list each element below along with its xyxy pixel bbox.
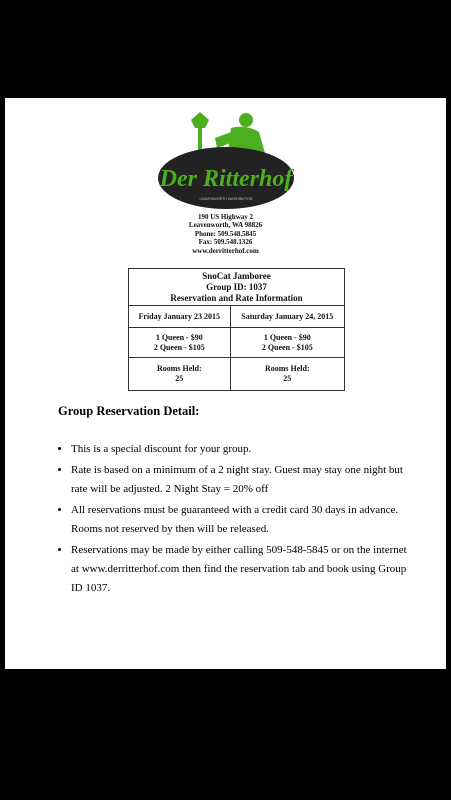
day-header-friday: Friday January 23 2015 [129,306,231,328]
rooms-held-label: Rooms Held: [264,364,310,373]
address-phone: Phone: 509.548.5845 [194,229,257,238]
rate-table-header [129,269,345,306]
rooms-held-count: 25 [175,374,184,383]
rate-table [128,268,345,391]
rates-saturday [230,328,344,358]
rate-2-queen: 2 Queen - $105 [261,342,313,352]
rooms-held-saturday [230,358,344,391]
rooms-held-label: Rooms Held: [156,364,202,373]
der-ritterhof-logo [5,98,446,213]
table-subtitle: Reservation and Rate Information [170,292,303,303]
address-street: 190 US Highway 2 [197,213,254,221]
event-title: SnoCat Jamboree [202,270,271,281]
day-header-saturday: Saturday January 24, 2015 [230,306,344,328]
group-id: Group ID: 1037 [206,281,267,292]
reservation-detail-list [55,440,411,600]
list-item: • All reservations must be guaranteed with a credit card 30 days in advance. Rooms not reserved by then will be released. [71,501,411,539]
rates-friday [129,328,231,358]
address-website: www.derritterhof.com [192,246,259,255]
section-heading: Group Reservation Detail: [58,404,200,418]
address-city: Leavenworth, WA 98826 [188,221,263,230]
rate-2-queen: 2 Queen - $105 [153,342,205,352]
list-item: • Rate is based on a minimum of a 2 night stay. Guest may stay one night but rate will be adjusted. 2 Night Stay = 20% off [71,461,411,499]
document-page [5,98,446,669]
logo-wordmark: Der Ritterhof [159,166,293,192]
rate-1-queen: 1 Queen - $90 [263,332,311,342]
list-item: • This is a special discount for your group. [71,440,411,459]
hotel-address [5,213,446,255]
list-item: • Reservations may be made by either calling 509-548-5845 or on the internet at www.derritterhof.com then find the reservation tab and book using Group ID 1037. [71,541,411,598]
rooms-held-count: 25 [283,374,292,383]
rate-1-queen: 1 Queen - $90 [155,332,203,342]
logo-tagline: LEAVENWORTH WASHINGTON [199,197,253,201]
rooms-held-friday [129,358,231,391]
address-fax: Fax: 509.548.1326 [198,238,253,247]
